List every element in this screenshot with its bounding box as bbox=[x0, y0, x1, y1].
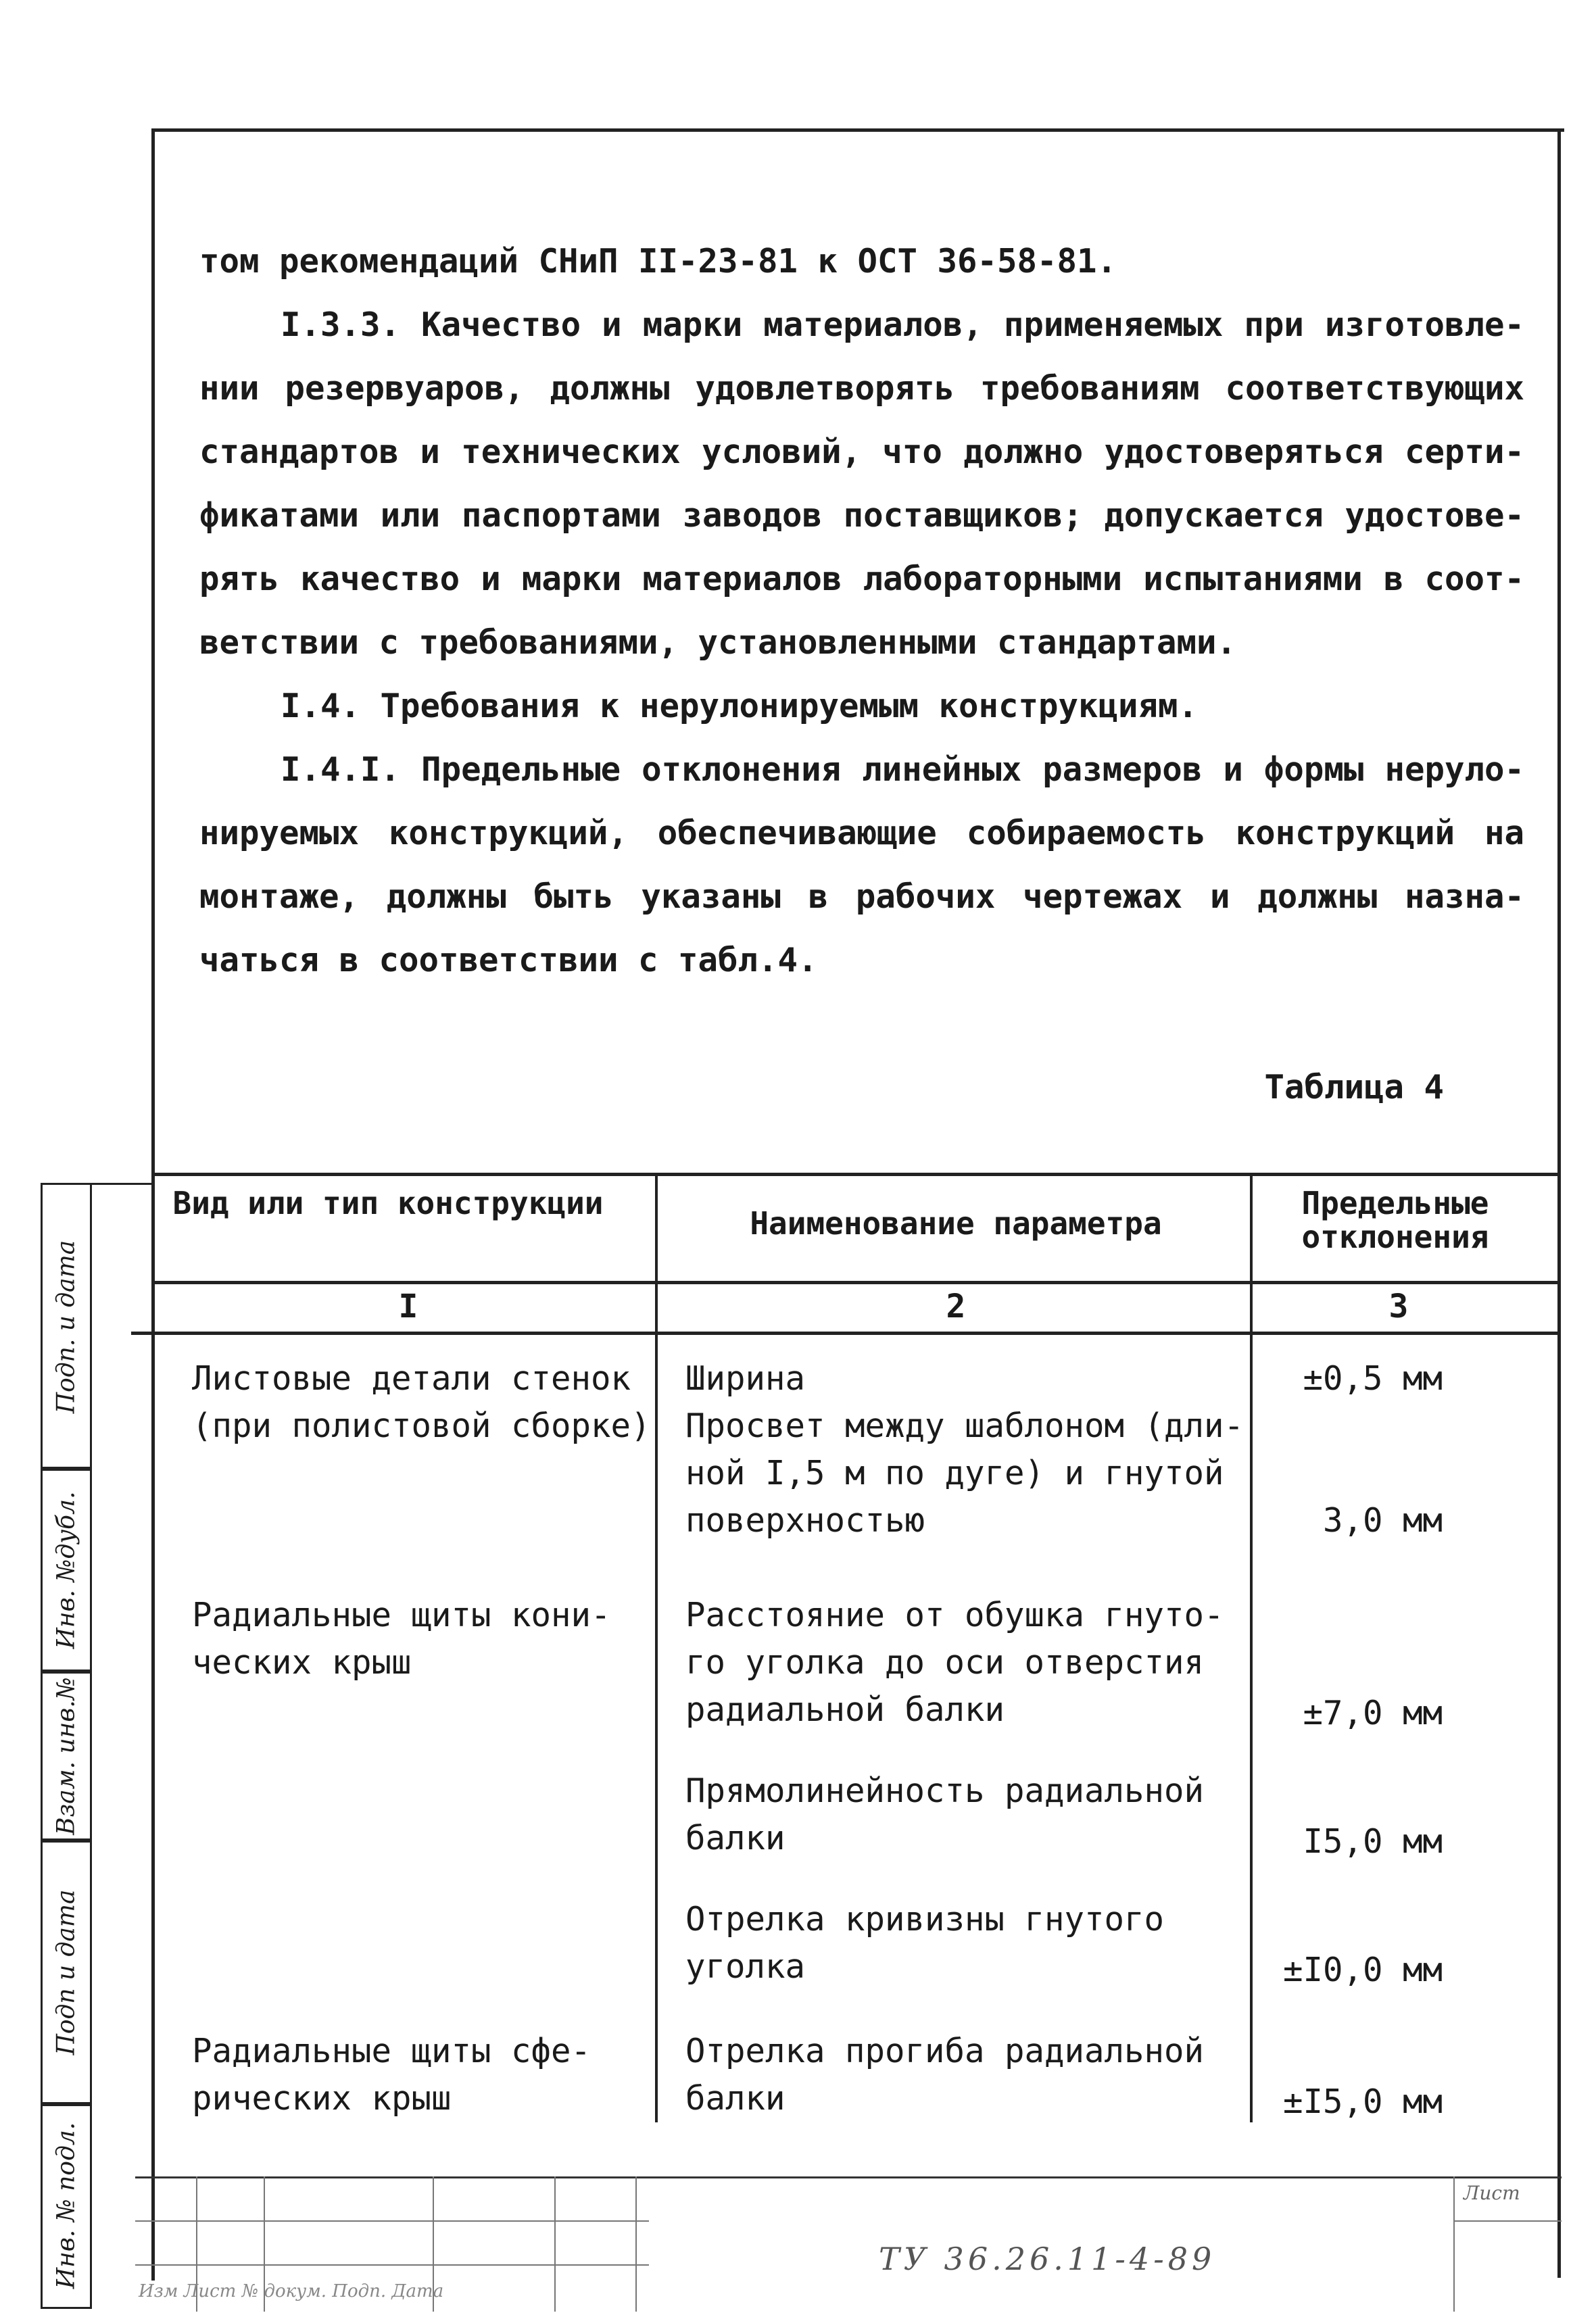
param-text bbox=[685, 1403, 1244, 1544]
stamp-label: Инв. №дубл. bbox=[52, 1491, 80, 1649]
type-line: (при полистовой сборке) bbox=[192, 1407, 651, 1445]
text-line: ветствии с требованиями, установленными стандартами. bbox=[199, 623, 1237, 662]
sheet-label: Лист bbox=[1464, 2182, 1520, 2204]
stamp-column-blank bbox=[88, 1183, 151, 2307]
page-frame-right bbox=[1557, 128, 1561, 2278]
numbers-bottom-rule bbox=[131, 1332, 1557, 1335]
header-tolerance: Предельные отклонения bbox=[1301, 1185, 1489, 1255]
text-line: рять качество и марки материалов лабораторными испытаниями в соот- bbox=[199, 560, 1524, 598]
text-line: нируемых конструкций, обеспечивающие собираемость конструкций на bbox=[199, 814, 1524, 852]
document-code: ТУ 36.26.11-4-89 bbox=[879, 2241, 1216, 2277]
text-line: стандартов и технических условий, что должно удостоверяться серти- bbox=[199, 433, 1524, 471]
text-line: чаться в соответствии с табл.4. bbox=[199, 941, 818, 979]
tolerance-value: 3,0 мм bbox=[1322, 1501, 1443, 1540]
param-line: балки bbox=[685, 1819, 785, 1857]
title-block-divider bbox=[635, 2176, 637, 2312]
table-caption: Таблица 4 bbox=[1264, 1068, 1444, 1106]
param-text bbox=[685, 1768, 1204, 1862]
stamp-label: Подп. и дата bbox=[52, 1240, 80, 1414]
column-divider-1 bbox=[655, 1173, 658, 2122]
type-line: рических крыш bbox=[192, 2079, 452, 2118]
param-text bbox=[685, 1896, 1164, 1991]
title-block-rule bbox=[1453, 2220, 1562, 2222]
stamp-label: Подп и дата bbox=[52, 1889, 80, 2055]
title-block-rule bbox=[135, 2264, 649, 2266]
table-top-rule bbox=[151, 1173, 1557, 1176]
text-line: том рекомендаций СНиП II-23-81 к ОСТ 36-58-81. bbox=[199, 242, 1117, 281]
stamp-cell-signature-date-2 bbox=[41, 1838, 92, 2106]
tolerance-value: ±0,5 мм bbox=[1303, 1359, 1443, 1398]
param-line: Прямолинейность радиальной bbox=[685, 1772, 1205, 1810]
type-line: Радиальные щиты сфе- bbox=[192, 2032, 591, 2070]
tolerance-value: ±I0,0 мм bbox=[1282, 1951, 1443, 1989]
tolerance-value: ±I5,0 мм bbox=[1282, 2082, 1443, 2121]
stamp-cell-replaced-no bbox=[41, 1670, 92, 1843]
param-line: балки bbox=[685, 2079, 785, 2118]
param-text: Ширина bbox=[685, 1359, 806, 1398]
stamp-label: Инв. № подл. bbox=[52, 2122, 80, 2289]
table-row-type bbox=[192, 1592, 611, 1686]
column-number-3: 3 bbox=[1388, 1288, 1409, 1325]
tolerance-value: I5,0 мм bbox=[1303, 1822, 1443, 1861]
param-line: Расстояние от обушка гнуто- bbox=[685, 1596, 1224, 1634]
text-line: нии резервуаров, должны удовлетворять требованиям соответствующих bbox=[199, 369, 1524, 408]
tolerance-table bbox=[151, 1173, 1557, 2183]
table-row-type bbox=[192, 2028, 591, 2122]
page-frame-top bbox=[151, 128, 1564, 132]
title-block-divider bbox=[1453, 2176, 1455, 2312]
table-row-type bbox=[192, 1355, 651, 1450]
text-line: I.4.I. Предельные отклонения линейных размеров и формы нерулo- bbox=[281, 750, 1524, 789]
title-block-rule bbox=[135, 2220, 649, 2222]
body-text bbox=[199, 230, 1524, 992]
param-line: радиальной балки bbox=[685, 1690, 1005, 1729]
param-line: го уголка до оси отверстия bbox=[685, 1643, 1205, 1682]
stamp-cell-duplicate-no bbox=[41, 1467, 92, 1674]
column-number-1: I bbox=[398, 1288, 418, 1325]
title-block-labels: Изм Лист № докум. Подп. Дата bbox=[139, 2281, 444, 2301]
text-line: фикатами или паспортами заводов поставщиков; допускается удостове- bbox=[199, 496, 1524, 535]
param-line: Просвет между шаблоном (дли- bbox=[685, 1407, 1244, 1445]
param-line: поверхностью bbox=[685, 1501, 925, 1540]
title-block-rule bbox=[135, 2176, 1562, 2178]
title-block-divider bbox=[554, 2176, 556, 2312]
type-line: Радиальные щиты кони- bbox=[192, 1596, 611, 1634]
column-divider-2 bbox=[1250, 1173, 1253, 2122]
stamp-label: Взам. инв.№ bbox=[52, 1677, 80, 1835]
param-text bbox=[685, 1592, 1224, 1734]
stamp-cell-signature-date bbox=[41, 1183, 92, 1471]
type-line: Листовые детали стенок bbox=[192, 1359, 631, 1398]
type-line: ческих крыш bbox=[192, 1643, 412, 1682]
header-type: Вид или тип конструкции bbox=[172, 1185, 604, 1221]
column-number-2: 2 bbox=[946, 1288, 966, 1325]
text-line: монтаже, должны быть указаны в рабочих чертежах и должны назна- bbox=[199, 877, 1524, 916]
stamp-cell-original-no bbox=[41, 2102, 92, 2309]
section-heading: I.4. Требования к нерулонируемым конструкциям. bbox=[281, 687, 1199, 725]
param-line: Отрелка прогиба радиальной bbox=[685, 2032, 1205, 2070]
param-text bbox=[685, 2028, 1204, 2122]
param-line: Отрелка кривизны гнутого bbox=[685, 1900, 1165, 1939]
param-line: ной I,5 м по дуге) и гнутой bbox=[685, 1454, 1224, 1492]
header-bottom-rule bbox=[151, 1281, 1557, 1284]
text-line: I.3.3. Качество и марки материалов, применяемых при изготовле- bbox=[281, 306, 1524, 344]
param-line: уголка bbox=[685, 1947, 806, 1986]
tolerance-value: ±7,0 мм bbox=[1303, 1694, 1443, 1732]
header-parameter: Наименование параметра bbox=[750, 1205, 1162, 1242]
